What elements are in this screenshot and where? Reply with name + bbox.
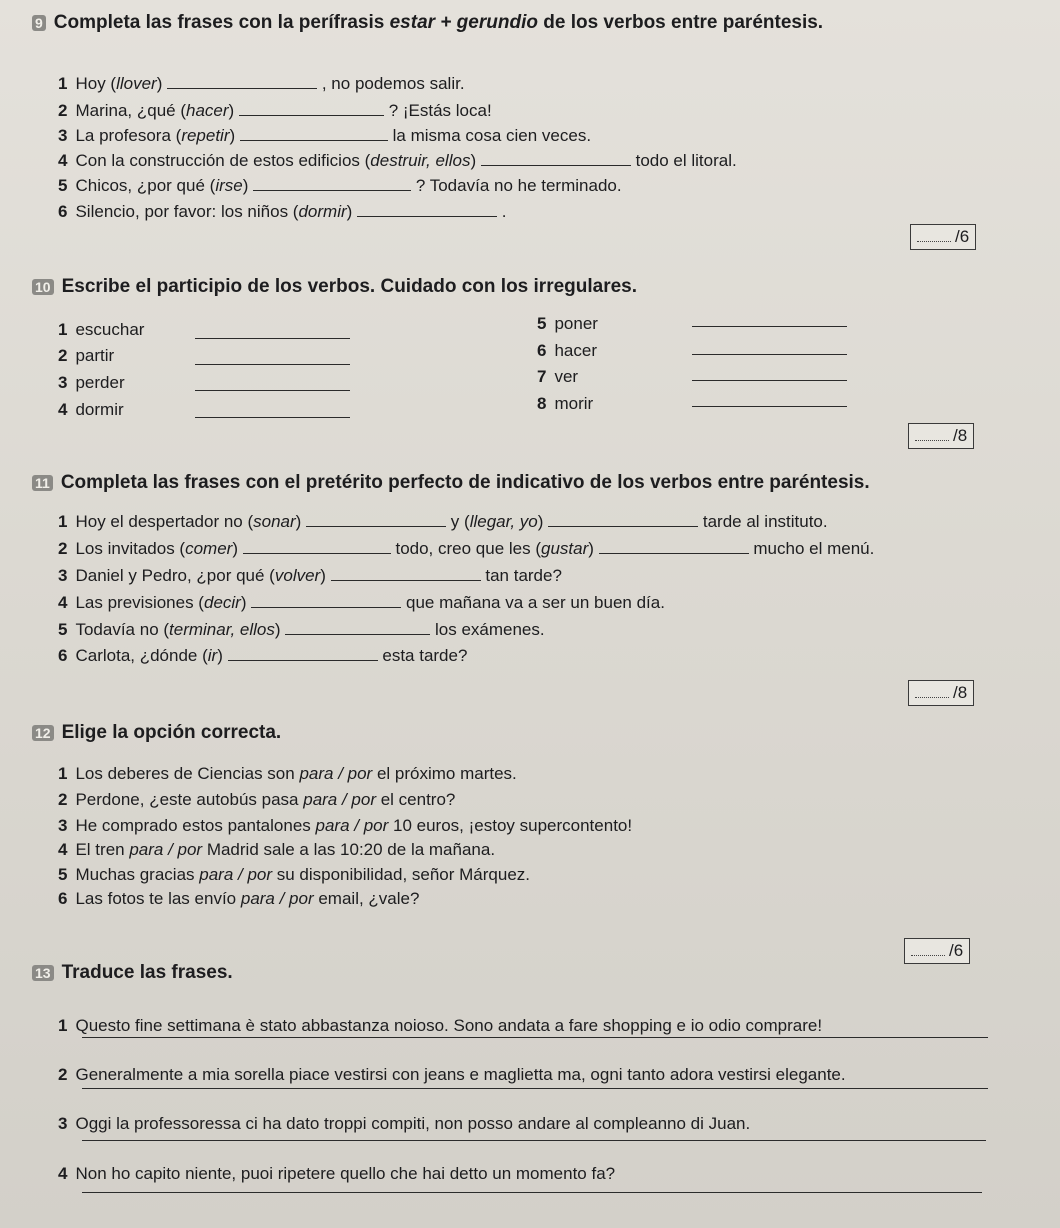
ex13-item-1: 1 Questo fine settimana è stato abbastanza noioso. Sono andata a fare shopping e io odio comprare! (58, 1016, 823, 1035)
ex11-score-box[interactable]: /8 (908, 680, 974, 706)
answer-line[interactable] (195, 364, 350, 365)
ex12-item-2: 2 Perdone, ¿este autobús pasa para / por el centro? (58, 790, 456, 809)
ex11-item-4: 4 Las previsiones (decir) que mañana va a ser un buen día. (58, 593, 665, 612)
answer-line[interactable] (692, 380, 847, 381)
ex9-title: 9 Completa las frases con la perífrasis estar + gerundio de los verbos entre paréntesis. (32, 12, 823, 34)
ex9-item-3: 3 La profesora (repetir) la misma cosa cien veces. (58, 126, 592, 145)
ex10-item-6: 6 hacer (537, 341, 597, 360)
ex10-item-3: 3 perder (58, 373, 125, 392)
ex10-item-5: 5 poner (537, 314, 598, 333)
translation-line[interactable] (82, 1088, 988, 1089)
ex9-item-6: 6 Silencio, por favor: los niños (dormir) . (58, 202, 507, 221)
answer-blank[interactable] (331, 566, 481, 581)
ex10-item-8: 8 morir (537, 394, 594, 413)
ex12-item-1: 1 Los deberes de Ciencias son para / por el próximo martes. (58, 764, 517, 783)
ex12-item-3: 3 He comprado estos pantalones para / por 10 euros, ¡estoy supercontento! (58, 816, 633, 835)
ex13-item-3: 3 Oggi la professoressa ci ha dato troppi compiti, non posso andare al compleanno di Juan. (58, 1114, 751, 1133)
answer-blank[interactable] (167, 74, 317, 89)
ex12-item-5: 5 Muchas gracias para / por su disponibilidad, señor Márquez. (58, 865, 530, 884)
ex13-item-2: 2 Generalmente a mia sorella piace vestirsi con jeans e maglietta ma, ogni tanto adora vestirsi elegante. (58, 1065, 846, 1084)
answer-line[interactable] (692, 406, 847, 407)
option-choice[interactable]: para / por (299, 764, 373, 783)
answer-line[interactable] (692, 326, 847, 327)
ex12-badge: 12 (32, 725, 54, 741)
ex10-item-7: 7 ver (537, 367, 579, 386)
answer-line[interactable] (195, 338, 350, 339)
translation-line[interactable] (82, 1037, 988, 1038)
answer-blank[interactable] (253, 176, 411, 191)
ex11-item-2: 2 Los invitados (comer) todo, creo que les (gustar) mucho el menú. (58, 539, 875, 558)
ex10-badge: 10 (32, 279, 54, 295)
ex12-title: 12 Elige la opción correcta. (32, 722, 281, 744)
answer-blank[interactable] (357, 202, 497, 217)
answer-blank[interactable] (548, 512, 698, 527)
answer-blank[interactable] (251, 593, 401, 608)
ex11-item-1: 1 Hoy el despertador no (sonar) y (llegar, yo) tarde al instituto. (58, 512, 828, 531)
ex11-item-3: 3 Daniel y Pedro, ¿por qué (volver) tan tarde? (58, 566, 562, 585)
ex13-title: 13 Traduce las frases. (32, 962, 233, 984)
answer-blank[interactable] (306, 512, 446, 527)
option-choice[interactable]: para / por (240, 889, 314, 908)
translation-line[interactable] (82, 1140, 986, 1141)
ex12-item-6: 6 Las fotos te las envío para / por email, ¿vale? (58, 889, 420, 908)
ex9-item-1: 1 Hoy (llover) , no podemos salir. (58, 74, 465, 93)
answer-blank[interactable] (239, 101, 384, 116)
ex10-item-1: 1 escuchar (58, 320, 145, 339)
answer-line[interactable] (195, 417, 350, 418)
ex11-item-6: 6 Carlota, ¿dónde (ir) esta tarde? (58, 646, 468, 665)
translation-line[interactable] (82, 1192, 982, 1193)
ex9-item-4: 4 Con la construcción de estos edificios (destruir, ellos) todo el litoral. (58, 151, 737, 170)
ex9-badge: 9 (32, 15, 46, 31)
ex13-badge: 13 (32, 965, 54, 981)
ex10-score-box[interactable]: /8 (908, 423, 974, 449)
ex11-badge: 11 (32, 475, 53, 491)
option-choice[interactable]: para / por (303, 790, 376, 809)
answer-line[interactable] (195, 390, 350, 391)
ex9-item-5: 5 Chicos, ¿por qué (irse) ? Todavía no he terminado. (58, 176, 622, 195)
ex9-score-box[interactable]: /6 (910, 224, 976, 250)
ex9-item-2: 2 Marina, ¿qué (hacer) ? ¡Estás loca! (58, 101, 492, 120)
option-choice[interactable]: para / por (315, 816, 389, 835)
answer-blank[interactable] (240, 126, 388, 141)
answer-blank[interactable] (599, 539, 749, 554)
option-choice[interactable]: para / por (199, 865, 273, 884)
ex11-item-5: 5 Todavía no (terminar, ellos) los exámenes. (58, 620, 545, 639)
ex12-score-box[interactable]: /6 (904, 938, 970, 964)
ex13-item-4: 4 Non ho capito niente, puoi ripetere quello che hai detto un momento fa? (58, 1164, 616, 1183)
ex10-item-2: 2 partir (58, 346, 115, 365)
ex11-title: 11 Completa las frases con el pretérito perfecto de indicativo de los verbos entre paréntesis. (32, 472, 870, 494)
answer-line[interactable] (692, 354, 847, 355)
ex10-item-4: 4 dormir (58, 400, 124, 419)
answer-blank[interactable] (285, 620, 430, 635)
answer-blank[interactable] (243, 539, 391, 554)
option-choice[interactable]: para / por (129, 840, 203, 859)
ex10-title: 10 Escribe el participio de los verbos. Cuidado con los irregulares. (32, 276, 637, 298)
answer-blank[interactable] (481, 151, 631, 166)
ex12-item-4: 4 El tren para / por Madrid sale a las 10:20 de la mañana. (58, 840, 496, 859)
answer-blank[interactable] (228, 646, 378, 661)
